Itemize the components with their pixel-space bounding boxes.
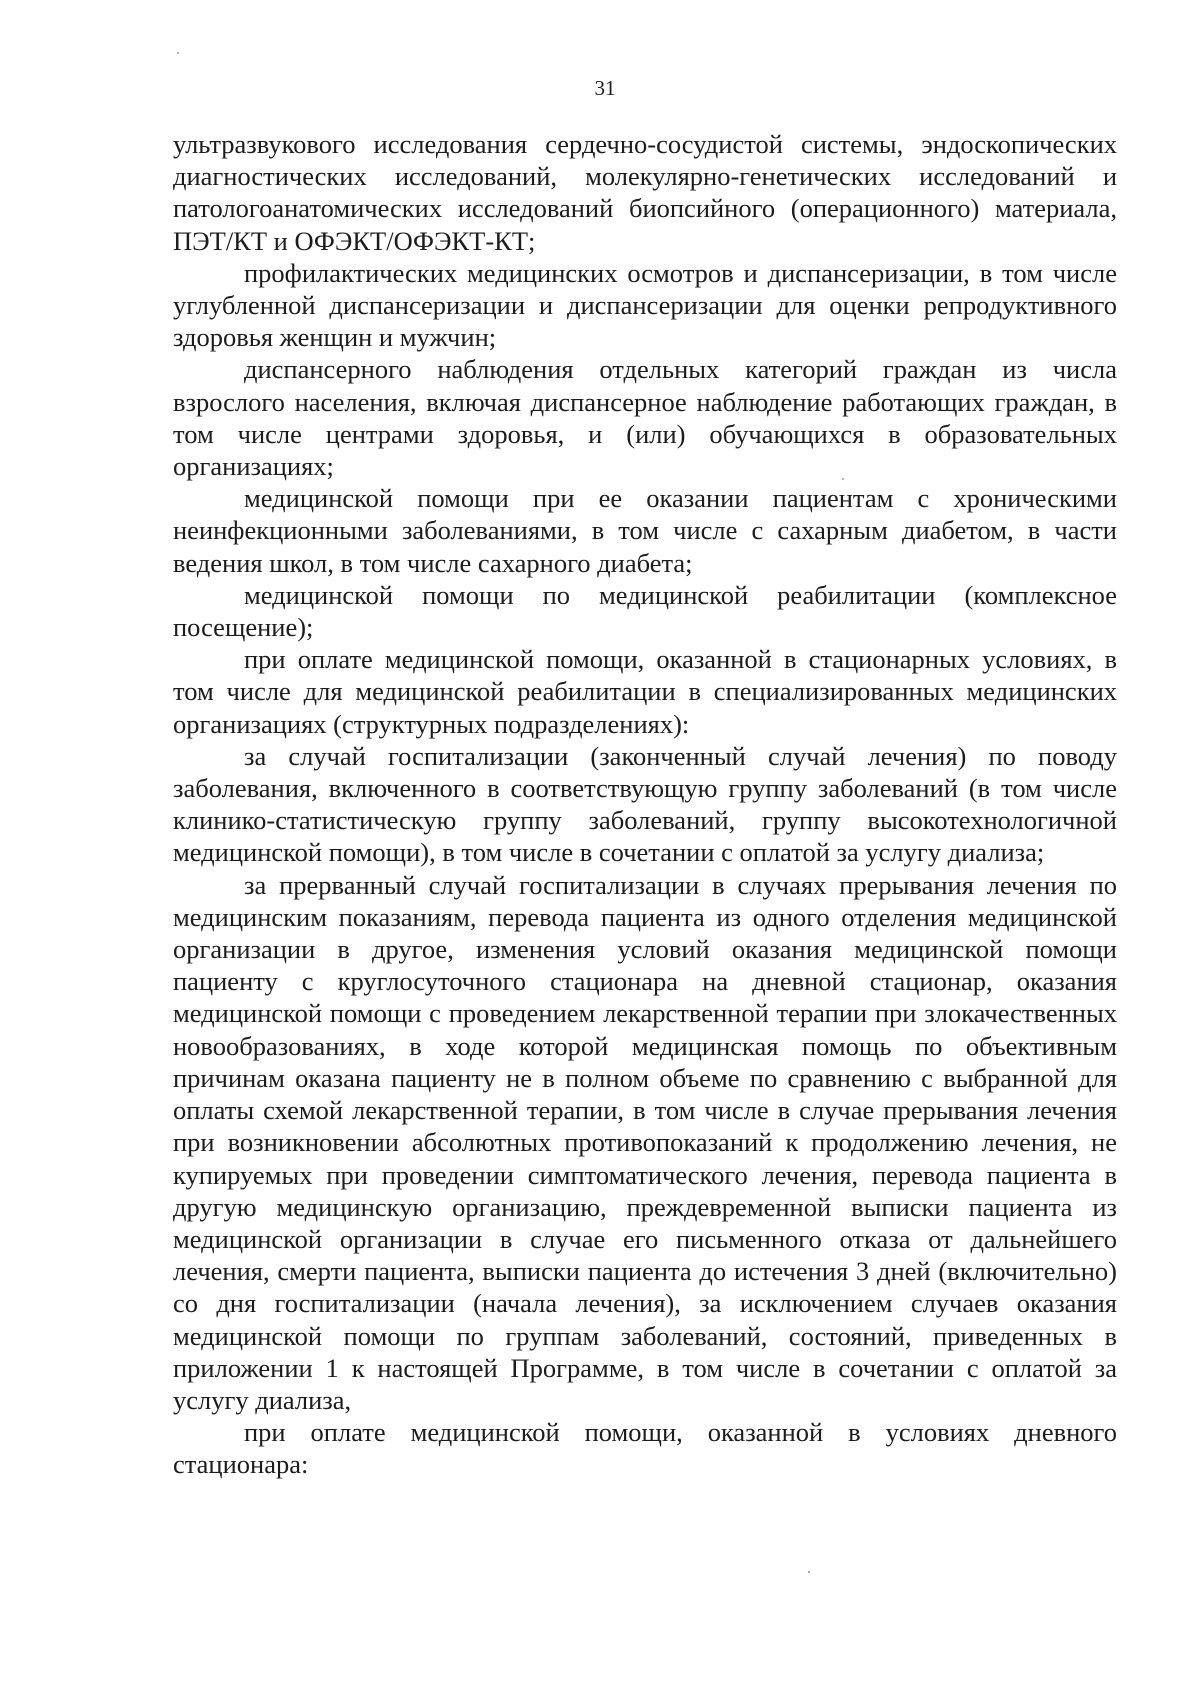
document-body [173, 128, 1117, 1481]
paragraph: за прерванный случай госпитализации в случаях прерывания лечения по медицинским показаниям, перевода пациента из одного отделения медицинской организации в другое, изменения условий оказания медицинской помощи пациенту с круглосуточного стационара на дневной стационар, оказания медицинской помощи с проведением лекарственной терапии при злокачественных новообразованиях, в ходе которой медицинская помощь по объективным причинам оказана пациенту не в полном объеме по сравнению с выбранной для оплаты схемой лекарственной терапии, в том числе в случае прерывания лечения при возникновении абсолютных противопоказаний к продолжению лечения, не купируемых при проведении симптоматического лечения, перевода пациента в другую медицинскую организацию, преждевременной выписки пациента из медицинской организации в случае его письменного отказа от дальнейшего лечения, смерти пациента, выписки пациента до истечения 3 дней (включительно) со дня госпитализации (начала лечения), за исключением случаев оказания медицинской помощи по группам заболеваний, состояний, приведенных в приложении 1 к настоящей Программе, в том числе в сочетании с оплатой за услугу диализа, [173, 869, 1117, 1415]
paragraph: диспансерного наблюдения отдельных категорий граждан из числа взрослого населения, включая диспансерное наблюдение работающих граждан, в том числе центрами здоровья, и (или) обучающихся в образовательных организациях; [173, 354, 1117, 482]
paragraph: медицинской помощи при ее оказании пациентам с хроническими неинфекционными заболеваниями, в том числе с сахарным диабетом, в части ведения школ, в том числе сахарного диабета; [173, 483, 1117, 578]
scan-speck [177, 52, 179, 54]
paragraph: медицинской помощи по медицинской реабилитации (комплексное посещение); [173, 579, 1117, 643]
scan-speck [808, 1571, 810, 1573]
paragraph: ультразвукового исследования сердечно-сосудистой системы, эндоскопических диагностических исследований, молекулярно-генетических исследований и патологоанатомических исследований биопсийного (операционного) материала, ПЭТ/КТ и ОФЭКТ/ОФЭКТ-КТ; [173, 129, 1117, 256]
page-number: 31 [594, 76, 616, 100]
paragraph: за случай госпитализации (законченный случай лечения) по поводу заболевания, включенного в соответствующую группу заболеваний (в том числе клинико-статистическую группу заболеваний, группу высокотехнологичной медицинской помощи), в том числе в сочетании с оплатой за услугу диализа; [173, 740, 1117, 868]
scan-speck [842, 478, 844, 480]
paragraph: при оплате медицинской помощи, оказанной в стационарных условиях, в том числе для медицинской реабилитации в специализированных медицинских организациях (структурных подразделениях): [173, 644, 1117, 739]
paragraph: при оплате медицинской помощи, оказанной в условиях дневного стационара: [173, 1417, 1117, 1480]
paragraph: профилактических медицинских осмотров и диспансеризации, в том числе углубленной диспансеризации и диспансеризации для оценки репродуктивного здоровья женщин и мужчин; [173, 257, 1117, 353]
